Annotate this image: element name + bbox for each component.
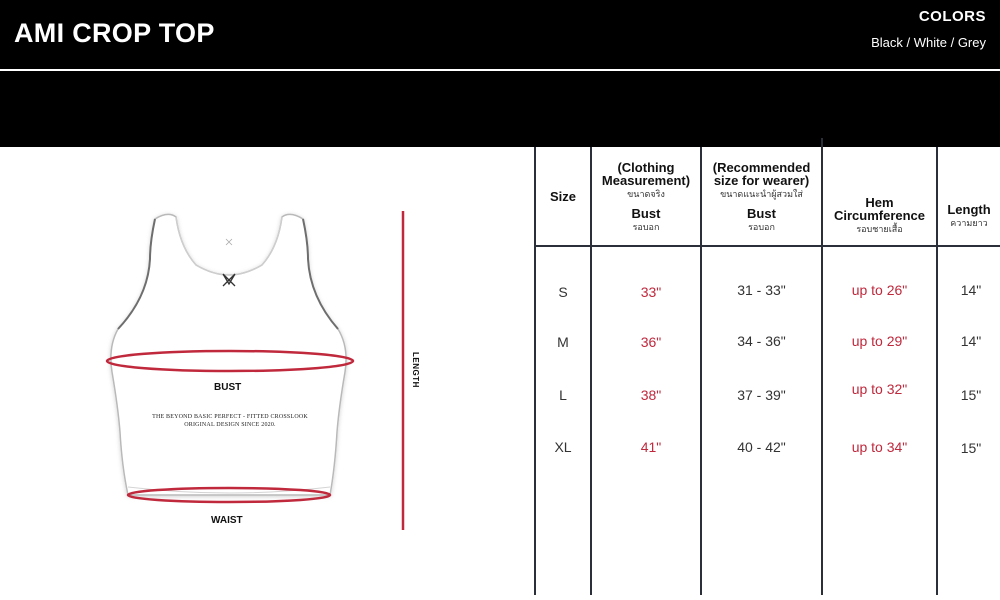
bust-label: BUST [214, 382, 242, 393]
cell-hem: up to 32" [851, 381, 908, 397]
print-line-2: ORIGINAL DESIGN SINCE 2020. [184, 422, 276, 428]
product-title: AMI CROP TOP [14, 18, 215, 48]
cell-length: 15" [960, 440, 982, 456]
cell-size: XL [554, 439, 572, 455]
cell-length: 14" [960, 333, 982, 349]
cell-hem: up to 34" [851, 439, 908, 455]
header-divider [0, 69, 1000, 71]
cell-recommended: 31 - 33" [737, 282, 786, 298]
header-hem-line2: Circumference [833, 208, 926, 223]
header-clothing-line1: (Clothing [617, 159, 675, 175]
cell-size: M [557, 334, 569, 350]
cell-recommended: 40 - 42" [737, 439, 786, 455]
cell-bust: 41" [640, 439, 662, 455]
header-hem [823, 180, 936, 250]
header-size [536, 150, 590, 242]
header-hem-thai: รอบชายเสื้อ [856, 224, 903, 234]
header-bar [0, 0, 1000, 147]
length-label: LENGTH [411, 352, 420, 388]
garment-illustration [0, 147, 530, 600]
header-clothing-line2: Measurement) [601, 172, 691, 188]
header-recommended-sub: Bust [747, 205, 776, 221]
cell-hem: up to 26" [851, 282, 908, 298]
header-recommended [702, 150, 821, 242]
colors-value: Black / White / Grey [871, 35, 986, 50]
header-clothing-thai: ขนาดจริง [627, 188, 665, 199]
crop-top-drawing [0, 147, 530, 600]
cell-length: 15" [960, 387, 982, 403]
header-hem-line1: Hem [865, 195, 894, 210]
header-length [938, 185, 1000, 245]
cell-size: S [558, 284, 568, 300]
cell-bust: 36" [640, 334, 662, 350]
header-recommended-sub-thai: รอบอก [748, 221, 775, 232]
cell-recommended: 34 - 36" [737, 333, 786, 349]
header-length-label: Length [947, 201, 991, 217]
colors-label: COLORS [918, 8, 986, 25]
cell-recommended: 37 - 39" [737, 387, 786, 403]
cell-length: 14" [960, 282, 982, 298]
cell-bust: 38" [640, 387, 662, 403]
waist-label: WAIST [211, 515, 243, 526]
cell-hem: up to 29" [851, 333, 908, 349]
cell-size: L [559, 387, 567, 403]
header-clothing-sub-thai: รอบอก [632, 221, 660, 232]
cell-bust: 33" [640, 284, 662, 300]
header-clothing-sub: Bust [631, 205, 661, 221]
header-recommended-line2: size for wearer) [713, 172, 810, 188]
header-clothing [592, 150, 700, 242]
header-size-label: Size [549, 188, 576, 204]
print-line-1: THE BEYOND BASIC PERFECT - FITTED CROSSLOOK [152, 414, 308, 420]
header-recommended-thai: ขนาดแนะนำผู้สวมใส่ [720, 188, 803, 199]
header-recommended-line1: (Recommended [712, 159, 811, 175]
header-length-thai: ความยาว [950, 217, 988, 228]
